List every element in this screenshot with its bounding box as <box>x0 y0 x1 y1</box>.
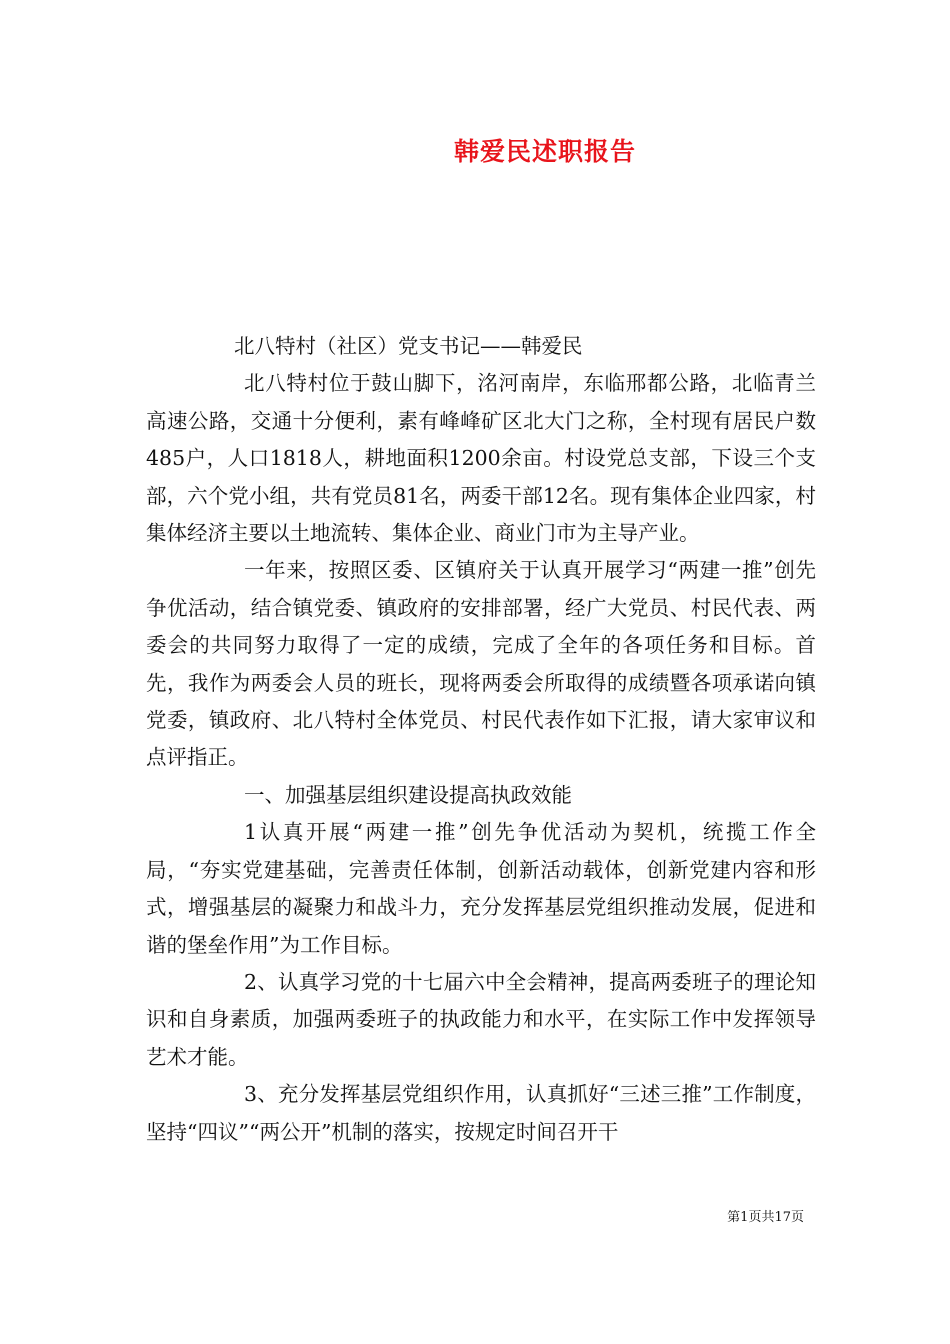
paragraph: 一年来，按照区委、区镇府关于认真开展学习“两建一推”创先争优活动，结合镇党委、镇政府的安排部署，经广大党员、村民代表、两委会的共同努力取得了一定的成绩，完成了全年的各项任务和目标。首先，我作为两委会人员的班长，现将两委会所取得的成绩暨各项承诺向镇党委，镇政府、北八特村全体党员、村民代表作如下汇报，请大家审议和点评指正。 <box>146 558 816 770</box>
list-item: 1认真开展“两建一推”创先争优活动为契机，统揽工作全局，“夯实党建基础，完善责任体制，创新活动载体，创新党建内容和形式，增强基层的凝聚力和战斗力，充分发挥基层党组织推动发展，促进和谐的堡垒作用”为工作目标。 <box>146 820 816 957</box>
document-title: 韩爱民述职报告 <box>453 137 636 166</box>
list-item: 2、认真学习党的十七届六中全会精神，提高两委班子的理论知识和自身素质，加强两委班子的执政能力和水平，在实际工作中发挥领导艺术才能。 <box>146 969 816 1069</box>
paragraph: 北八特村位于鼓山脚下，洺河南岸，东临邢都公路，北临青兰高速公路，交通十分便利，素有峰峰矿区北大门之称，全村现有居民户数485户，人口1818人，耕地面积1200余亩。村设党总支部，下设三个支部，六个党小组，共有党员81名，两委干部12名。现有集体企业四家，村集体经济主要以土地流转、集体企业、商业门市为主导产业。 <box>146 371 816 546</box>
section-heading: 一、加强基层组织建设提高执政效能 <box>244 782 572 807</box>
list-item: 3、充分发挥基层党组织作用，认真抓好“三述三推”工作制度，坚持“四议”“两公开”机制的落实，按规定时间召开干 <box>146 1082 816 1144</box>
document-body <box>146 328 816 1151</box>
page-number: 第1页共17页 <box>727 1210 804 1225</box>
author-line: 北八特村（社区）党支书记——韩爱民 <box>234 334 583 358</box>
